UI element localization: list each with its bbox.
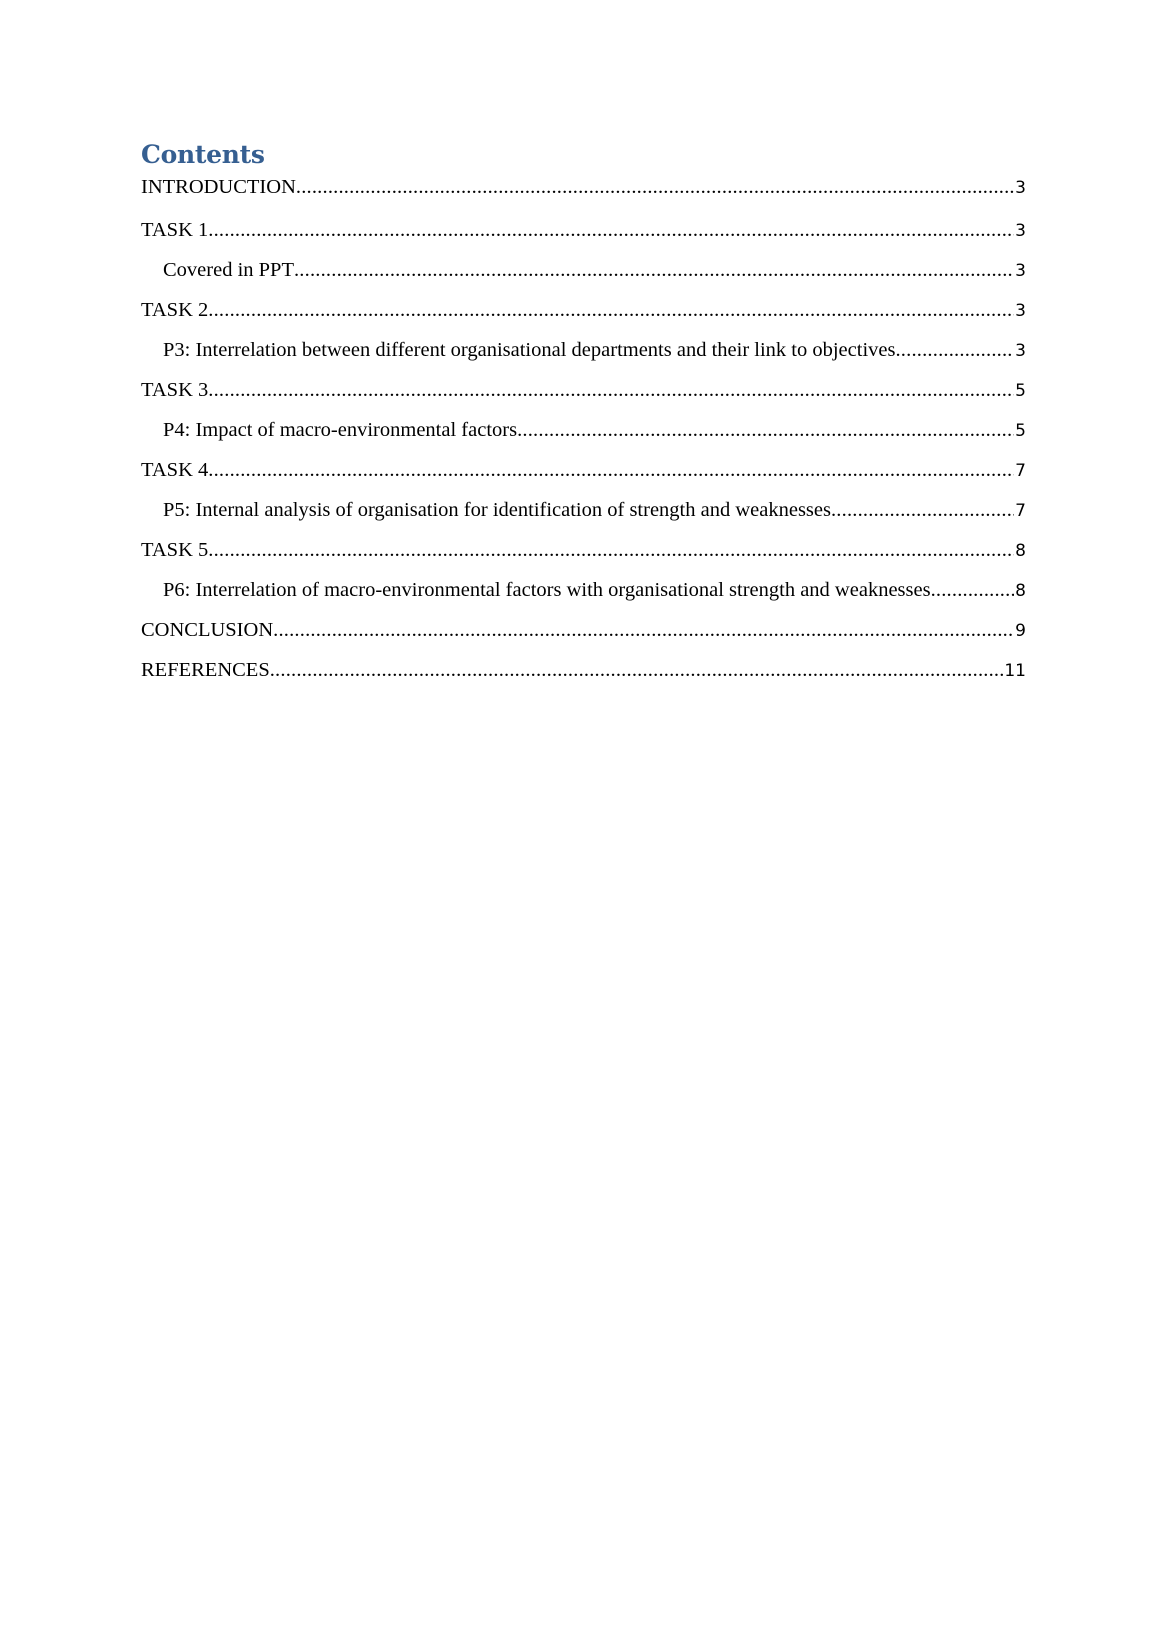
toc-page-number: 8 [1015,581,1026,601]
toc-page-number: 7 [1015,501,1026,521]
dot-leader [296,174,1014,200]
toc-entry-label: P3: Interrelation between different organisational departments and their link to objectives [163,339,896,361]
toc-entry-label: TASK 4 [141,459,209,481]
toc-entry-label: REFERENCES [141,659,270,681]
dot-leader [294,250,1014,290]
toc-entry-label: P6: Interrelation of macro-environmental factors with organisational strength and weaknesses [163,579,931,601]
toc-entry-task-2[interactable] [141,290,1026,330]
toc-entry-references[interactable] [141,650,1026,690]
toc-page-number: 3 [1015,261,1026,281]
toc-entry-label: INTRODUCTION [141,176,296,198]
toc-entry-label: TASK 3 [141,379,209,401]
toc-entry-p5[interactable] [141,490,1026,530]
toc-entry-label: CONCLUSION [141,619,274,641]
toc-page-number: 9 [1015,621,1026,641]
toc-page-number: 5 [1015,381,1026,401]
toc-entry-label: P5: Internal analysis of organisation for identification of strength and weaknesses [163,499,831,521]
dot-leader [208,370,1014,410]
toc-entry-task-4[interactable] [141,450,1026,490]
dot-leader [931,570,1015,610]
toc-page-number: 3 [1015,301,1026,321]
toc-entry-p6[interactable] [141,570,1026,610]
dot-leader [517,410,1014,450]
toc-entry-introduction[interactable] [141,174,1026,210]
toc-list [141,174,1026,690]
toc-entry-conclusion[interactable] [141,610,1026,650]
toc-entry-covered-in-ppt[interactable] [141,250,1026,290]
toc-heading: Contents [141,140,265,169]
toc-page-number: 3 [1015,178,1026,198]
dot-leader [208,530,1014,570]
dot-leader [208,290,1014,330]
toc-entry-task-5[interactable] [141,530,1026,570]
toc-page-number: 3 [1015,221,1026,241]
toc-page-number: 5 [1015,421,1026,441]
toc-entry-label: TASK 2 [141,299,209,321]
toc-entry-task-1[interactable] [141,210,1026,250]
toc-page-number: 7 [1015,461,1026,481]
toc-entry-label: TASK 5 [141,539,209,561]
toc-page-number: 8 [1015,541,1026,561]
toc-entry-label: TASK 1 [141,219,209,241]
table-of-contents [141,138,1026,690]
toc-page-number: 3 [1015,341,1026,361]
toc-entry-task-3[interactable] [141,370,1026,410]
toc-entry-label: P4: Impact of macro-environmental factors [163,419,518,441]
dot-leader [208,450,1014,490]
toc-entry-p3[interactable] [141,330,1026,370]
dot-leader [831,490,1014,530]
dot-leader [270,650,1004,690]
toc-entry-p4[interactable] [141,410,1026,450]
toc-page-number: 11 [1004,661,1026,681]
toc-entry-label: Covered in PPT [163,259,294,281]
dot-leader [273,610,1014,650]
dot-leader [208,210,1014,250]
dot-leader [895,330,1014,370]
